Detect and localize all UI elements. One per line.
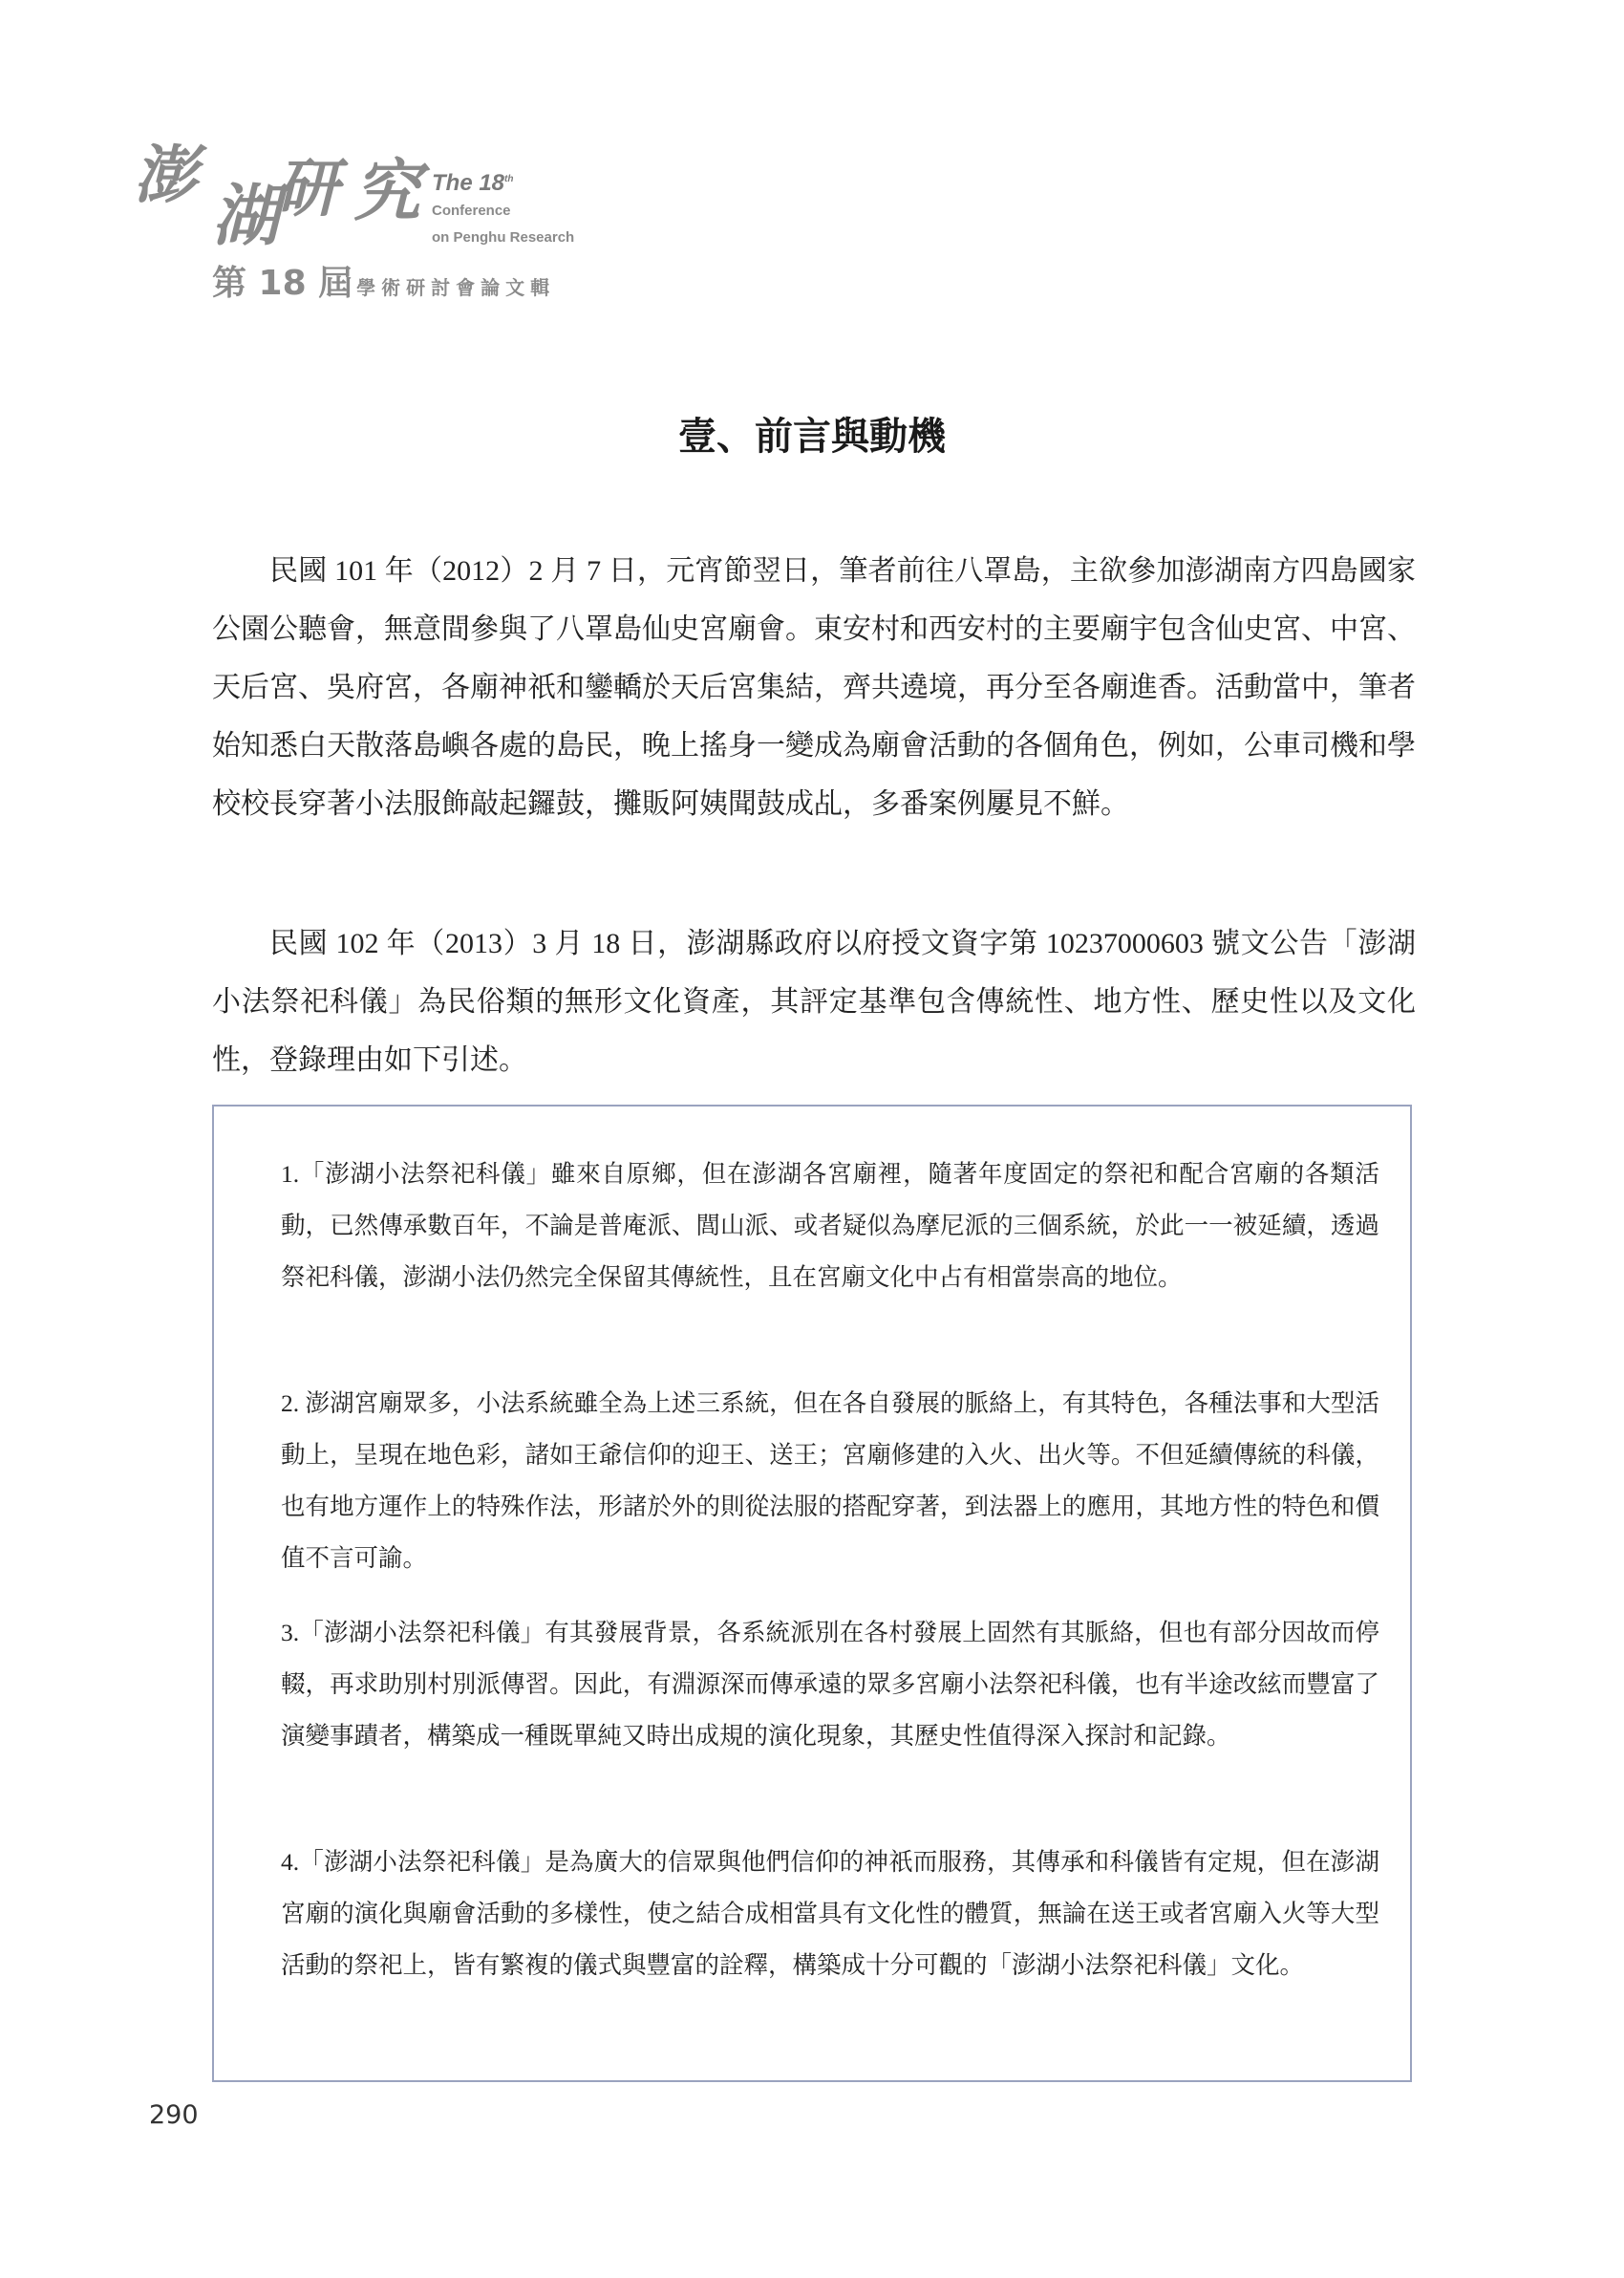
quote-item: 1.「澎湖小法祭祀科儀」雖來自原鄉，但在澎湖各宮廟裡，隨著年度固定的祭祀和配合宮廟的各類活動，已然傳承數百年，不論是普庵派、閭山派、或者疑似為摩尼派的三個系統，於此一一被延續，透過祭祀科儀，澎湖小法仍然完全保留其傳統性，且在宮廟文化中占有相當崇高的地位。	[281, 1160, 1379, 1291]
page-number: 290	[149, 2100, 199, 2130]
logo-char: 湖	[212, 176, 279, 255]
logo-english-edition: The 18th	[432, 170, 514, 196]
quote-item: 4.「澎湖小法祭祀科儀」是為廣大的信眾與他們信仰的神祇而服務，其傳承和科儀皆有定規，但在澎湖宮廟的演化與廟會活動的多樣性，使之結合成相當具有文化性的體質，無論在送王或者宮廟入火等大型活動的祭祀上，皆有繁複的儀式與豐富的詮釋，構築成十分可觀的「澎湖小法祭祀科儀」文化。	[281, 1848, 1379, 1979]
logo-english-subtitle: on Penghu Research	[432, 229, 575, 246]
logo-char: 澎	[134, 138, 197, 212]
proceedings-label: 學術研討會論文輯	[356, 276, 556, 299]
conference-logo	[124, 124, 659, 306]
body-paragraph: 民國 101 年（2012）2 月 7 日，元宵節翌日，筆者前往八罩島，主欲參加澎湖南方四島國家公園公聽會，無意間參與了八罩島仙史宮廟會。東安村和西安村的主要廟宇包含仙史宮、中宮、天后宮、吳府宮，各廟神祇和鑾轎於天后宮集結，齊共遶境，再分至各廟進香。活動當中，筆者始知悉白天散落島嶼各處的島民，晚上搖身一變成為廟會活動的各個角色，例如，公車司機和學校校長穿著小法服飾敲起鑼鼓，攤販阿姨聞鼓成乩，多番案例屢見不鮮。	[212, 555, 1416, 820]
quote-item: 3.「澎湖小法祭祀科儀」有其發展背景，各系統派別在各村發展上固然有其脈絡，但也有部分因故而停輟，再求助別村別派傳習。因此，有淵源深而傳承遠的眾多宮廟小法祭祀科儀，也有半途改絃而豐富了演變事蹟者，構築成一種既單純又時出成規的演化現象，其歷史性值得深入探討和記錄。	[281, 1619, 1379, 1750]
body-paragraph: 民國 102 年（2013）3 月 18 日，澎湖縣政府以府授文資字第 10237000603 號文公告「澎湖小法祭祀科儀」為民俗類的無形文化資產，其評定基準包含傳統性、地方性、歷史性以及文化性，登錄理由如下引述。	[212, 928, 1416, 1076]
section-title: 壹、前言與動機	[678, 415, 946, 458]
quotation-box	[212, 1105, 1412, 2082]
logo-english-conference: Conference	[432, 203, 511, 219]
logo-chinese-subtitle	[212, 256, 555, 305]
logo-char: 研	[275, 151, 338, 226]
logo-char: 究	[353, 151, 420, 230]
quote-item: 2. 澎湖宮廟眾多，小法系統雖全為上述三系統，但在各自發展的脈絡上，有其特色，各種法事和大型活動上，呈現在地色彩，諸如王爺信仰的迎王、送王；宮廟修建的入火、出火等。不但延續傳統的科儀，也有地方運作上的特殊作法，形諸於外的則從法服的搭配穿著，到法器上的應用，其地方性的特色和價值不言可諭。	[281, 1389, 1379, 1572]
edition-number: 第 18 屆	[212, 264, 353, 303]
